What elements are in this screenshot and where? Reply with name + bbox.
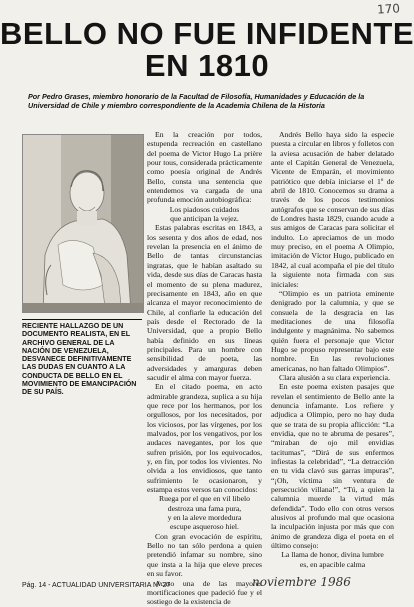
author-byline: Por Pedro Grases, miembro honorario de la Facultad de Filosofía, Humanidades y Educación de la Universidad de Chile y miembro correspondiente de la Academia Chilena de la Historia	[28, 92, 365, 110]
verse-line: Los piadosos cuidados	[169, 204, 240, 214]
paragraph: Estas palabras escritas en 1843, a los sesenta y dos años de edad, nos revelan la presencia en el ánimo de Bello de tantas circunstancias ingratas, que le habían asaltado su vida, desde sus días de Caracas hasta el momento de su plena madurez, precisamente en 1843, año en que alcanza el mayor reconocimiento de Chile, al confiarle la educación del país desde el Rectorado de la Universidad, que a propio Bello había definido en sus líneas principales. Para un hombre con sensibilidad de poeta, las adversidades y amarguras deben sacudir el alma con mayor fuerza.	[147, 223, 262, 382]
page-footer: Pág. 14 - ACTUALIDAD UNIVERSITARIA Nº 27	[22, 582, 171, 589]
paragraph: En el citado poema, en acto admirable grandeza, suplica a su hija que rece por los hermanos, por los orgullosos, por los necesitados, por los viciosos, por las vírgenes, por los malvados, por los vengativos, por los audaces navegantes, por los que sufren prisión, por los equivocados, y, en fin, por todos los vivientes. No olvida a los envidiosos, que tanto sufrimiento le ocasionaron, y estampa estos versos tan conocidos:	[147, 382, 262, 495]
bello-statue-image	[23, 135, 143, 312]
article-title	[0, 18, 414, 82]
article-column-middle	[147, 130, 262, 607]
article-column-right	[271, 130, 394, 569]
paragraph: Andrés Bello haya sido la especie puesta a circular en libros y folletos con la aviesa acusación de haber delatado ante el Capitán General de Venezuela, Vicente de Emparán, el movimiento patriótico que debía iniciarse el 1º de abril de 1810. Conocemos su drama a través de los pocos testimonios autógrafos que se conservan de sus días de Londres hasta 1829, cuando acude a sus amigos de Caracas para solicitar el indulto. Lo apreciamos de un modo muy preciso, en el poema A Olimpio, imitación de Víctor Hugo, publicado en 1842, al cual acompaña el pie del título la siguiente nota firmada con sus iniciales:	[271, 130, 394, 289]
paragraph: En la creación por todos, estupenda recreación en castellano del poema de Victor Hugo La prière pour tous, considerada prácticamente como poesía original de Andrés Bello, consta una sentencia que entendemos va cargada de una profunda emoción autobiográfica:	[147, 130, 262, 205]
page-number-mark: 170	[376, 1, 401, 17]
verse-line: destroza una fama pura,	[167, 503, 242, 513]
title-line-1: BELLO NO FUE INFIDENTE	[0, 16, 414, 51]
paragraph: Clara alusión a su clara experiencia.	[279, 372, 390, 382]
verse-line: escupe asqueroso hiel.	[170, 522, 239, 532]
verse-line: Ruega por el que en vil libelo	[159, 494, 250, 504]
verse-line: y en la aleve mordedura	[167, 513, 242, 523]
verse-line: es, en apacible calma	[299, 559, 366, 569]
paragraph: Acaso una de las mayores mortificaciones que padeció fue y el sostiego de la existencia de	[147, 578, 262, 607]
verse-line: La llama de honor, divina lumbre	[281, 550, 384, 560]
title-line-2: EN 1810	[144, 48, 270, 83]
paragraph: En este poema existen pasajes que revelan el sentimiento de Bello ante la denuncia infamante. Los refiere y adjudica a Olimpio, pero no hay duda que se trata de su propia aflicción: “La envidia, que no te abruma de pesares”, “miraban de ojo mil envidias tacitumas”, “Dirá de sus enfermos infiestas la celebridad”, “La detracción en tu vida clavó sus garras impuras”, “¡Oh, víctima sin ventura de persecución villana!”, “Tú, a quien la calumnia muerde la virtud más defendida”. Todo ello con otros versos alusivos al profundo mal que ocasiona la inculpación injusta por más que con ánimo de grandeza diga el poeta en el último consejo:	[271, 382, 394, 551]
handwritten-date: noviembre 1986	[252, 575, 351, 589]
statue-photo	[22, 134, 144, 313]
paragraph: “Olimpio es un patriota eminente denigrado por la calumnia, y que se consuela de la desgracia en las meditaciones de una filosofía indulgente y magnánima. No sabemos quién fuera el personaje que Victor Hugo se propuso representar bajo este nombre. En las revoluciones americanas, no han faltado Olimpios”.	[271, 288, 394, 373]
caption-divider	[22, 319, 142, 320]
photo-caption: RECIENTE HALLAZGO DE UN DOCUMENTO REALISTA, EN EL ARCHIVO GENERAL DE LA NACIÓN DE VENEZUELA, DESVANECE DEFINITIVAMENTE LAS DUDAS EN CUANTO A LA CONDUCTA DE BELLO EN EL MOVIMIENTO DE EMANCIPACIÓN DE SU PAÍS.	[22, 322, 137, 397]
verse-line: que anticipan la vejez.	[170, 214, 239, 224]
paragraph: Con gran evocación de espíritu, Bello no tan sólo perdona a quien pretendió infamar su nombre, sino que insta a la hija que eleve preces en su favor.	[147, 531, 262, 579]
